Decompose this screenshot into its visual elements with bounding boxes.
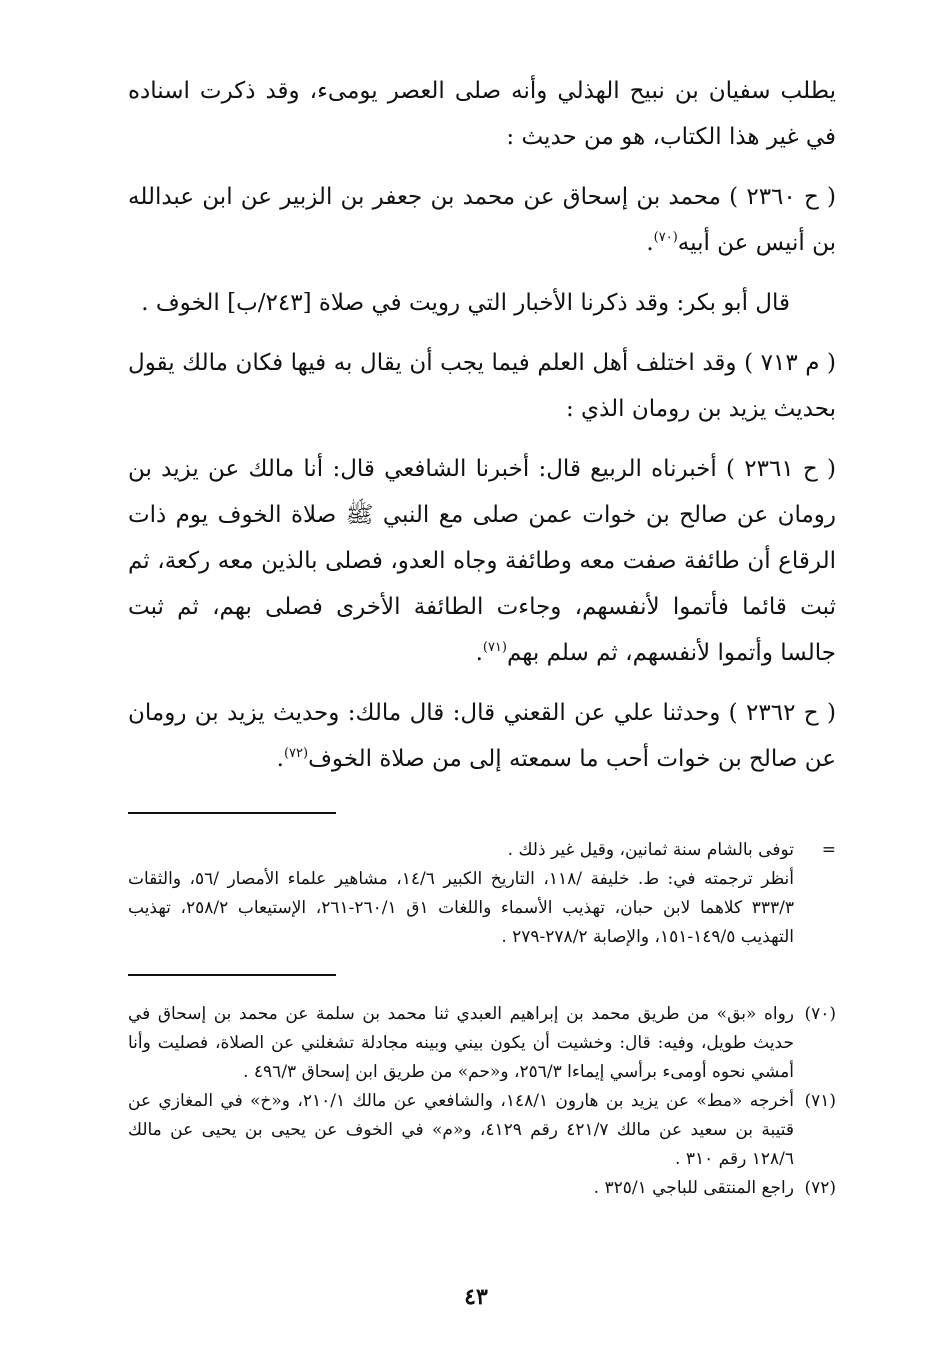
paragraph-text: ( ح ٢٣٦٢ ) وحدثنا علي عن القعني قال: قال مالك: وحديث يزيد بن رومان عن صالح بن خوات أحب ما سمعته إلى من صلاة الخوف — [128, 700, 836, 772]
page-number: ٤٣ — [464, 1284, 488, 1310]
continuation-note-row — [128, 836, 836, 865]
main-paragraph-abu-bakr — [128, 280, 836, 326]
footnote-number: (٧٢) — [804, 1178, 836, 1198]
footnote-72 — [128, 1174, 836, 1203]
footnote-ref-70[interactable]: (٧٠) — [653, 230, 678, 245]
continuation-note-line: أنظر ترجمته في: ط. خليفة /١١٨، التاريخ الكبير ١٤/٦، مشاهير علماء الأمصار /٥٦، والثقات ٣٣٣/٣ كلاهما لابن حبان، تهذيب الأسماء واللغات ١ق ٢٦٠/١-٢٦١، الإستيعاب ٢٥٨/٢، تهذيب التهذيب ١٤٩/٥-١٥١، والإصابة ٢٧٨/٢-٢٧٩ . — [128, 869, 795, 947]
footnote-text: رواه «بق» من طريق محمد بن إبراهيم العبدي ثنا محمد بن سلمة عن محمد بن إسحاق في حديث طويل، وفيه: قال: وخشيت أن يكون بيني وبينه مجادلة تشغلني عن الصلاة، فصليت وأنا أمشي نحوه أومىء برأسي إيماءا ٢٥٦/٣، و«حم» من طريق ابن إسحاق ٤٩٦/٣ . — [128, 1004, 794, 1082]
paragraph-text: يطلب سفيان بن نبيح الهذلي وأنه صلى العصر يومىء، وقد ذكرت اسناده في غير هذا الكتاب، هو من حديث : — [128, 78, 836, 150]
footnote-separator-2 — [128, 974, 336, 976]
paragraph-text: قال أبو بكر: وقد ذكرنا الأخبار التي رويت في صلاة [٢٤٣/ب] الخوف . — [141, 290, 790, 316]
main-paragraph-1 — [128, 68, 836, 160]
footnote-70 — [128, 1000, 836, 1087]
paragraph-text: ( ح ٢٣٦٠ ) محمد بن إسحاق عن محمد بن جعفر بن الزبير عن ابن عبدالله بن أنيس عن أبيه — [128, 184, 836, 256]
footnote-number: (٧١) — [804, 1091, 836, 1111]
main-paragraph-hadith-2362: ( ح ٢٣٦٢ ) وحدثنا علي عن القعني قال: قال مالك: وحديث يزيد بن رومان عن صالح بن خوات أحب ما سمعته إلى من صلاة الخوف$^{(٧٢)}$. — [128, 700, 836, 772]
continuation-mark: = — [821, 840, 836, 860]
footnote-separator-1 — [128, 812, 336, 814]
main-paragraph-hadith-2360: ( ح ٢٣٦٠ ) محمد بن إسحاق عن محمد بن جعفر بن الزبير عن ابن عبدالله بن أنيس عن أبيه$^{(٧٠)}$. — [128, 184, 836, 256]
footnote-text: راجع المنتقى للباجي ٣٢٥/١ . — [593, 1178, 794, 1198]
continuation-note-line: توفى بالشام سنة ثمانين، وقيل غير ذلك . — [507, 840, 794, 860]
paragraph-text: ( ح ٢٣٦١ ) أخبرناه الربيع قال: أخبرنا الشافعي قال: أنا مالك عن يزيد بن رومان عن صالح بن خوات عمن صلى مع النبي ﷺ صلاة الخوف يوم ذات الرقاع أن طائفة صفت معه وطائفة وجاه العدو، فصلى بالذين معه ركعة، ثم ثبت قائما فأتموا لأنفسهم، وجاءت الطائفة الأخرى فصلى بهم، ثم ثبت جالسا وأتموا لأنفسهم، ثم سلم بهم — [128, 456, 836, 666]
footnote-71 — [128, 1087, 836, 1174]
continuation-note-row — [128, 865, 836, 952]
footnote-ref-71[interactable]: (٧١) — [482, 640, 507, 655]
footnote-number: (٧٠) — [804, 1004, 836, 1024]
continuation-notes — [128, 836, 836, 952]
page-body — [128, 68, 836, 1203]
footnote-ref-72[interactable]: (٧٢) — [283, 746, 309, 761]
footnotes-list — [128, 1000, 836, 1203]
paragraph-text: ( م ٧١٣ ) وقد اختلف أهل العلم فيما يجب أن يقال به فيها فكان مالك يقول بحديث يزيد بن رومان الذي : — [128, 350, 836, 422]
main-paragraph-hadith-2361: ( ح ٢٣٦١ ) أخبرناه الربيع قال: أخبرنا الشافعي قال: أنا مالك عن يزيد بن رومان عن صالح بن خوات عمن صلى مع النبي ﷺ صلاة الخوف يوم ذات الرقاع أن طائفة صفت معه وطائفة وجاه العدو، فصلى بالذين معه ركعة، ثم ثبت قائما فأتموا لأنفسهم، وجاءت الطائفة الأخرى فصلى بهم، ثم ثبت جالسا وأتموا لأنفسهم، ثم سلم بهم$^{(٧١)}$. — [128, 456, 836, 666]
footnote-text: أخرجه «مط» عن يزيد بن هارون ١٤٨/١، والشافعي عن مالك ٢١٠/١، و«خ» في المغازي عن قتيبة بن سعيد عن مالك ٤٢١/٧ رقم ٤١٢٩، و«م» في الخوف عن يحيى بن يحيى عن مالك ١٢٨/٦ رقم ٣١٠ . — [128, 1091, 794, 1169]
main-paragraph-masala-713 — [128, 340, 836, 432]
